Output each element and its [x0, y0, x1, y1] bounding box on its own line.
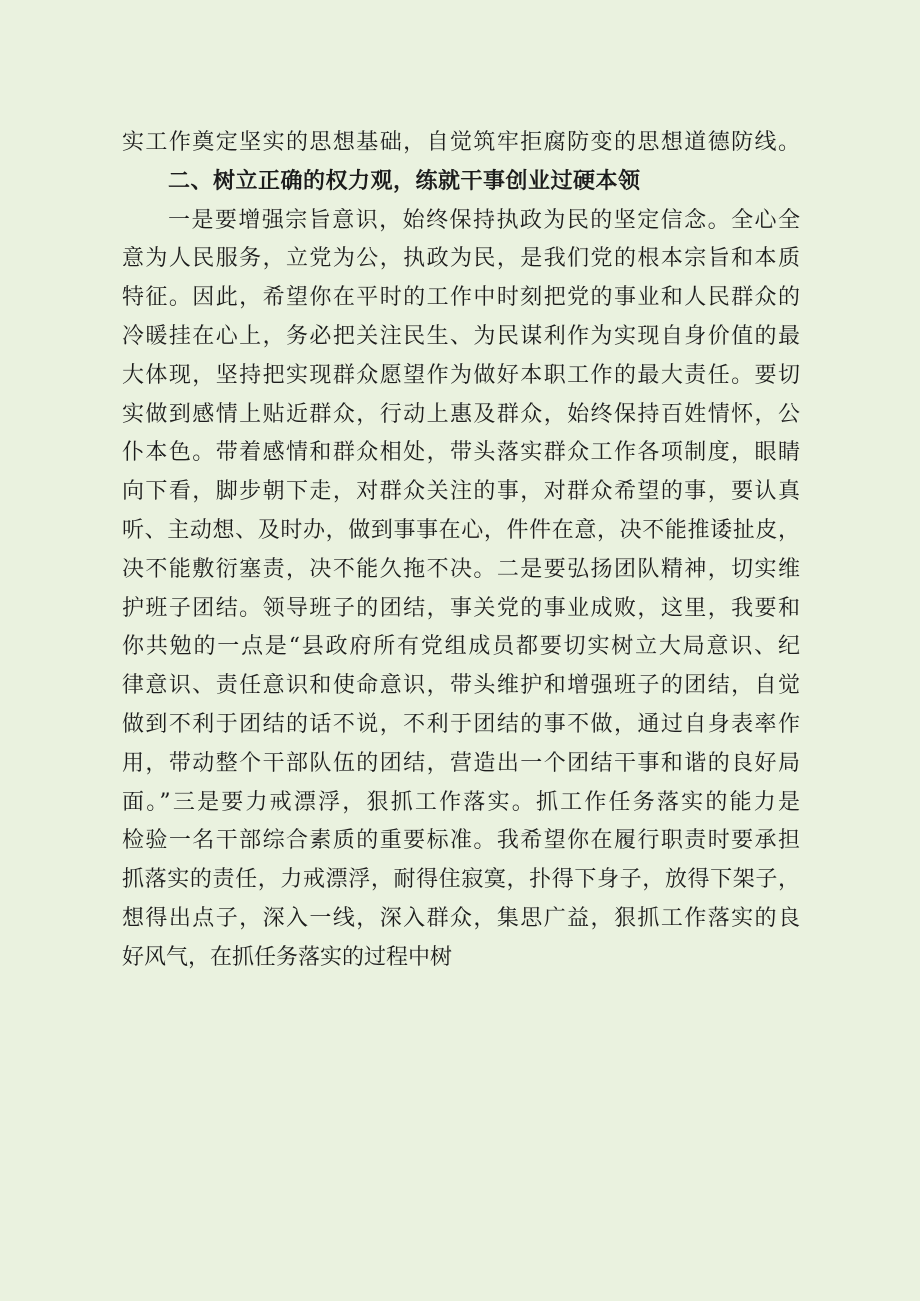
- paragraph-line: 实工作奠定坚实的思想基础，自觉筑牢拒腐防变的思想道德防线。: [122, 130, 800, 155]
- paragraph-line: 面。”三是要力戒漂浮，狠抓工作落实。抓工作任务落实的能力是: [122, 789, 800, 815]
- paragraph-line: 向下看，脚步朝下走，对群众关注的事，对群众希望的事，要认真: [122, 479, 800, 505]
- paragraph-line: 实做到感情上贴近群众，行动上惠及群众，始终保持百姓情怀，公: [122, 401, 800, 427]
- paragraph-line-last: 好风气，在抓任务落实的过程中树: [122, 944, 453, 970]
- paragraph-line: 意为人民服务，立党为公，执政为民，是我们党的根本宗旨和本质: [122, 246, 800, 272]
- paragraph-line: 抓落实的责任，力戒漂浮，耐得住寂寞，扑得下身子，放得下架子，: [122, 867, 800, 893]
- paragraph-line: 冷暖挂在心上，务必把关注民生、为民谋利作为实现自身价值的最: [122, 323, 800, 349]
- paragraph-line: 做到不利于团结的话不说，不利于团结的事不做，通过自身表率作: [122, 711, 800, 737]
- section-heading: 二、树立正确的权力观，练就干事创业过硬本领: [168, 168, 641, 194]
- paragraph-line: 仆本色。带着感情和群众相处，带头落实群众工作各项制度，眼睛: [122, 440, 800, 466]
- paragraph-line: 特征。因此，希望你在平时的工作中时刻把党的事业和人民群众的: [122, 285, 800, 311]
- paragraph-line: 律意识、责任意识和使命意识，带头维护和增强班子的团结，自觉: [122, 673, 800, 699]
- paragraph-line: 想得出点子，深入一线，深入群众，集思广益，狠抓工作落实的良: [122, 905, 800, 931]
- paragraph-line: 决不能敷衍塞责，决不能久拖不决。二是要弘扬团队精神，切实维: [122, 556, 800, 582]
- paragraph-line: 听、主动想、及时办，做到事事在心，件件在意，决不能推诿扯皮，: [122, 517, 800, 543]
- paragraph-line: 检验一名干部综合素质的重要标准。我希望你在履行职责时要承担: [122, 828, 800, 854]
- paragraph-line: 你共勉的一点是“县政府所有党组成员都要切实树立大局意识、纪: [122, 634, 800, 660]
- paragraph-line: 大体现，坚持把实现群众愿望作为做好本职工作的最大责任。要切: [122, 362, 800, 388]
- paragraph-line: 一是要增强宗旨意识，始终保持执政为民的坚定信念。全心全: [168, 207, 800, 233]
- paragraph-line: 用，带动整个干部队伍的团结，营造出一个团结干事和谐的良好局: [122, 750, 800, 776]
- paragraph-line: 护班子团结。领导班子的团结，事关党的事业成败，这里，我要和: [122, 595, 800, 621]
- document-body: [122, 124, 800, 978]
